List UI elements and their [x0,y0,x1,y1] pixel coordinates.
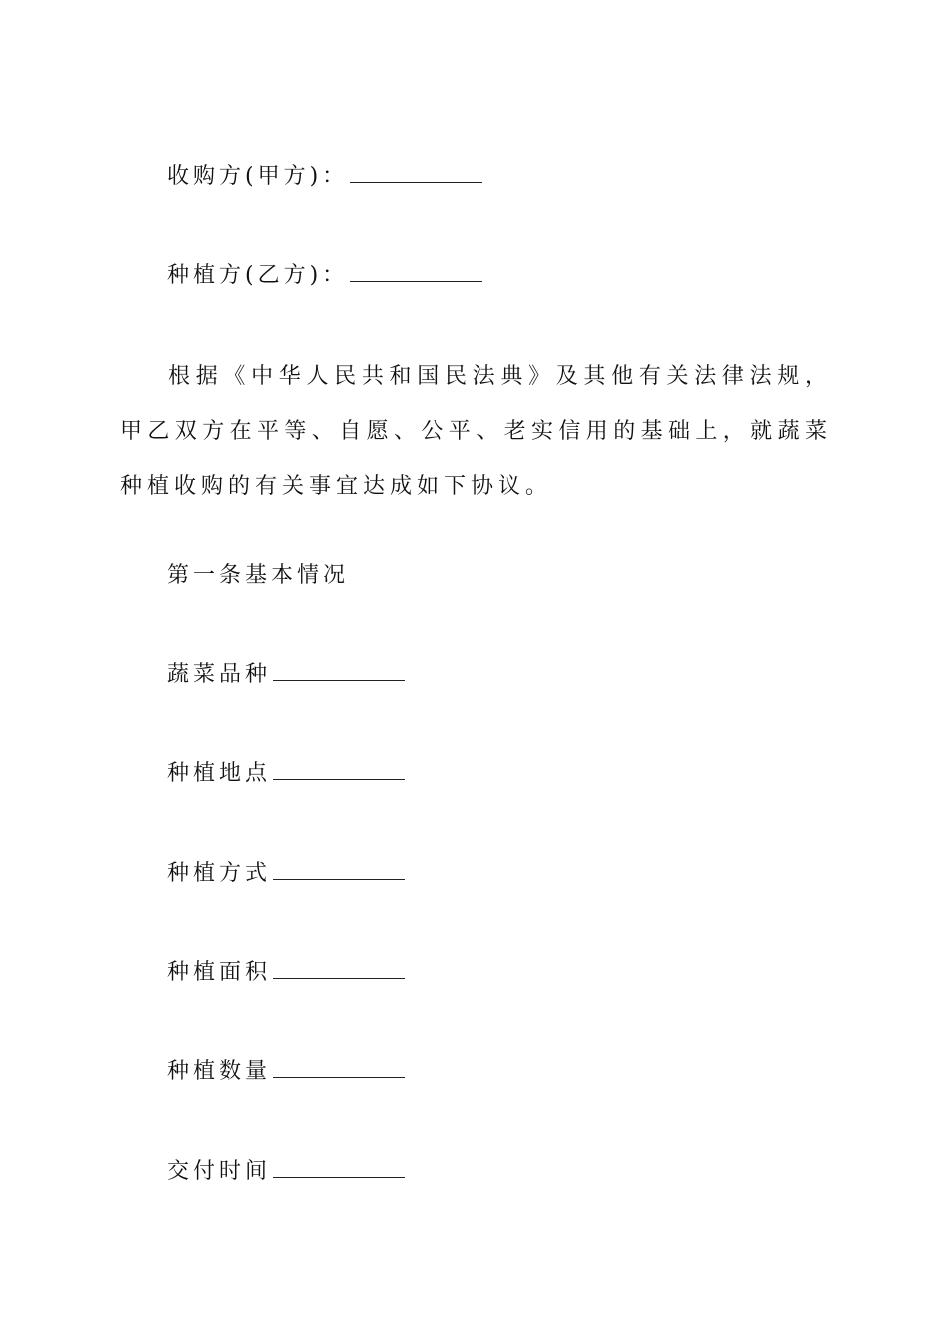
field-blank[interactable] [273,662,405,681]
field-label: 种植面积 [167,960,272,985]
party-b-line [167,261,482,291]
field-planting-method [167,859,405,889]
field-label: 种植方式 [167,861,272,886]
field-blank[interactable] [273,960,405,979]
article-1-title: 第一条基本情况 [167,563,350,588]
field-blank[interactable] [273,861,405,880]
field-label: 种植地点 [167,761,272,786]
field-planting-location [167,759,405,789]
intro-paragraph: 根据《中华人民共和国民法典》及其他有关法律法规，甲乙双方在平等、自愿、公平、老实信用的基础上，就蔬菜种植收购的有关事宜达成如下协议。 [120,364,832,499]
field-blank[interactable] [273,1159,405,1178]
party-b-blank[interactable] [350,263,482,282]
party-a-label: 收购方(甲方)： [167,164,349,189]
field-planting-quantity [167,1057,405,1087]
party-b-label: 种植方(乙方)： [167,263,349,288]
field-label: 交付时间 [167,1159,272,1184]
party-a-blank[interactable] [350,164,482,183]
field-delivery-time [167,1157,405,1187]
party-a-line [167,162,482,192]
field-vegetable-variety [167,660,405,690]
field-label: 蔬菜品种 [167,662,272,687]
field-blank[interactable] [273,761,405,780]
field-label: 种植数量 [167,1059,272,1084]
field-planting-area [167,958,405,988]
field-blank[interactable] [273,1059,405,1078]
